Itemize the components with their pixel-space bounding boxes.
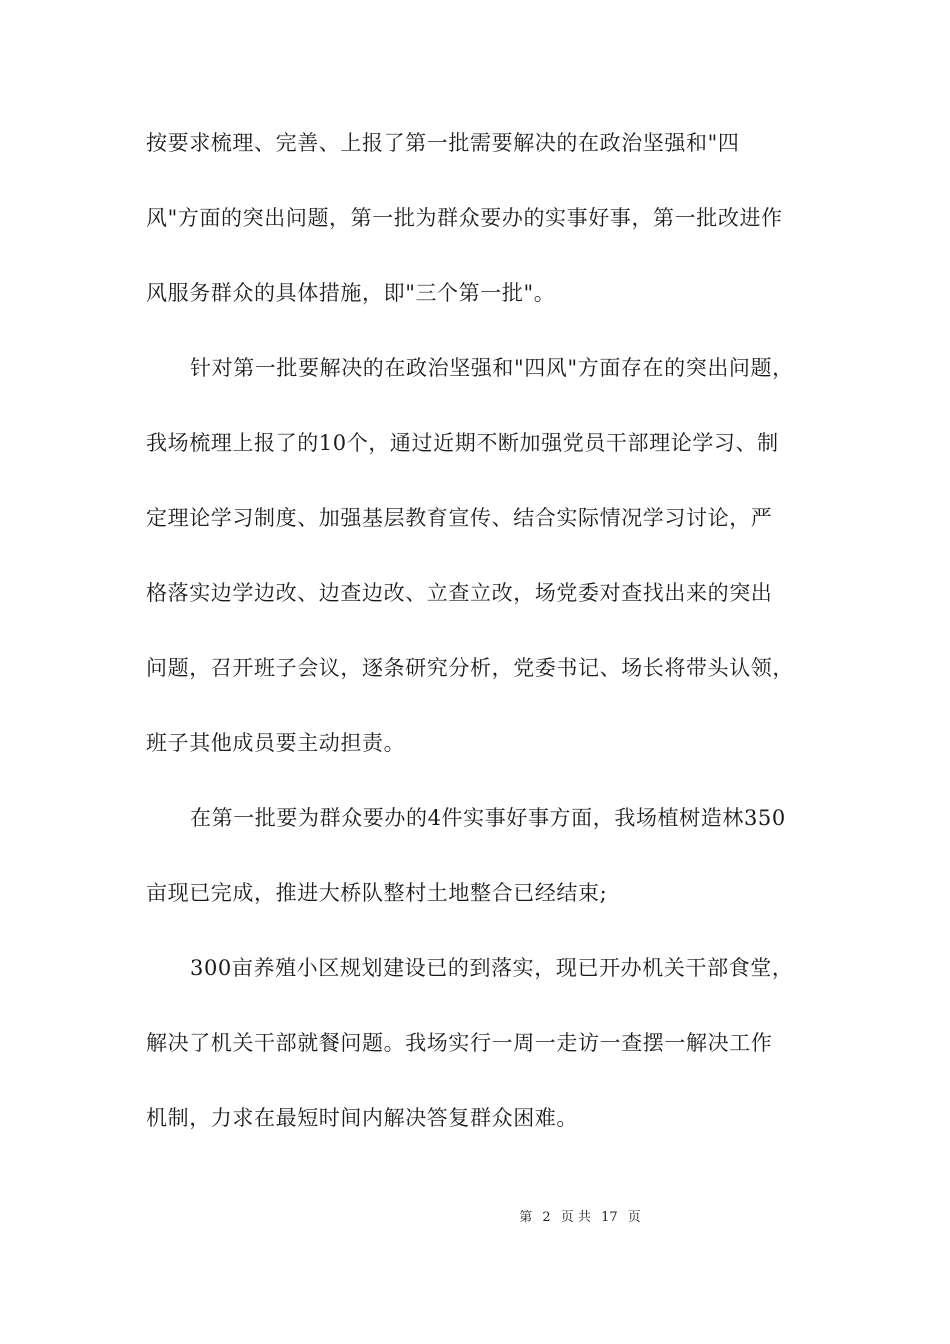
- paragraph-3: [146, 798, 810, 948]
- current-page-number: 2: [542, 1210, 551, 1225]
- text-line: 300亩养殖小区规划建设已的到落实，现已开办机关干部食堂，: [190, 956, 794, 980]
- total-pages-number: 17: [601, 1210, 618, 1225]
- text-line: 按要求梳理、完善、上报了第一批需要解决的在政治坚强和"四: [146, 131, 740, 155]
- text-line: 亩现已完成，推进大桥队整村土地整合已经结束;: [146, 881, 608, 905]
- text-line: 机制，力求在最短时间内解决答复群众困难。: [146, 1106, 578, 1130]
- page-footer: [0, 1206, 950, 1225]
- footer-suffix: 页: [627, 1210, 641, 1225]
- text-line: 解决了机关干部就餐问题。我场实行一周一走访一查摆一解决工作: [146, 1031, 773, 1055]
- text-line: 我场梳理上报了的10个，通过近期不断加强党员干部理论学习、制: [146, 431, 779, 455]
- footer-middle: 页 共: [560, 1210, 591, 1225]
- text-line: 格落实边学边改、边查边改、立查立改，场党委对查找出来的突出: [146, 581, 773, 605]
- footer-prefix: 第: [519, 1210, 533, 1225]
- text-line: 问题，召开班子会议，逐条研究分析，党委书记、场长将带头认领，: [146, 656, 794, 680]
- text-line: 风服务群众的具体措施，即"三个第一批"。: [146, 281, 556, 305]
- text-line: 班子其他成员要主动担责。: [146, 731, 406, 755]
- text-line: 风"方面的突出问题，第一批为群众要办的实事好事，第一批改进作: [146, 206, 783, 230]
- paragraph-2: [146, 348, 810, 798]
- text-line: 针对第一批要解决的在政治坚强和"四风"方面存在的突出问题，: [190, 356, 794, 380]
- text-line: 在第一批要为群众要办的4件实事好事方面，我场植树造林350: [190, 806, 786, 830]
- body-text: [146, 123, 810, 1173]
- paragraph-4: [146, 948, 810, 1173]
- text-line: 定理论学习制度、加强基层教育宣传、结合实际情况学习讨论，严: [146, 506, 773, 530]
- paragraph-1: [146, 123, 810, 348]
